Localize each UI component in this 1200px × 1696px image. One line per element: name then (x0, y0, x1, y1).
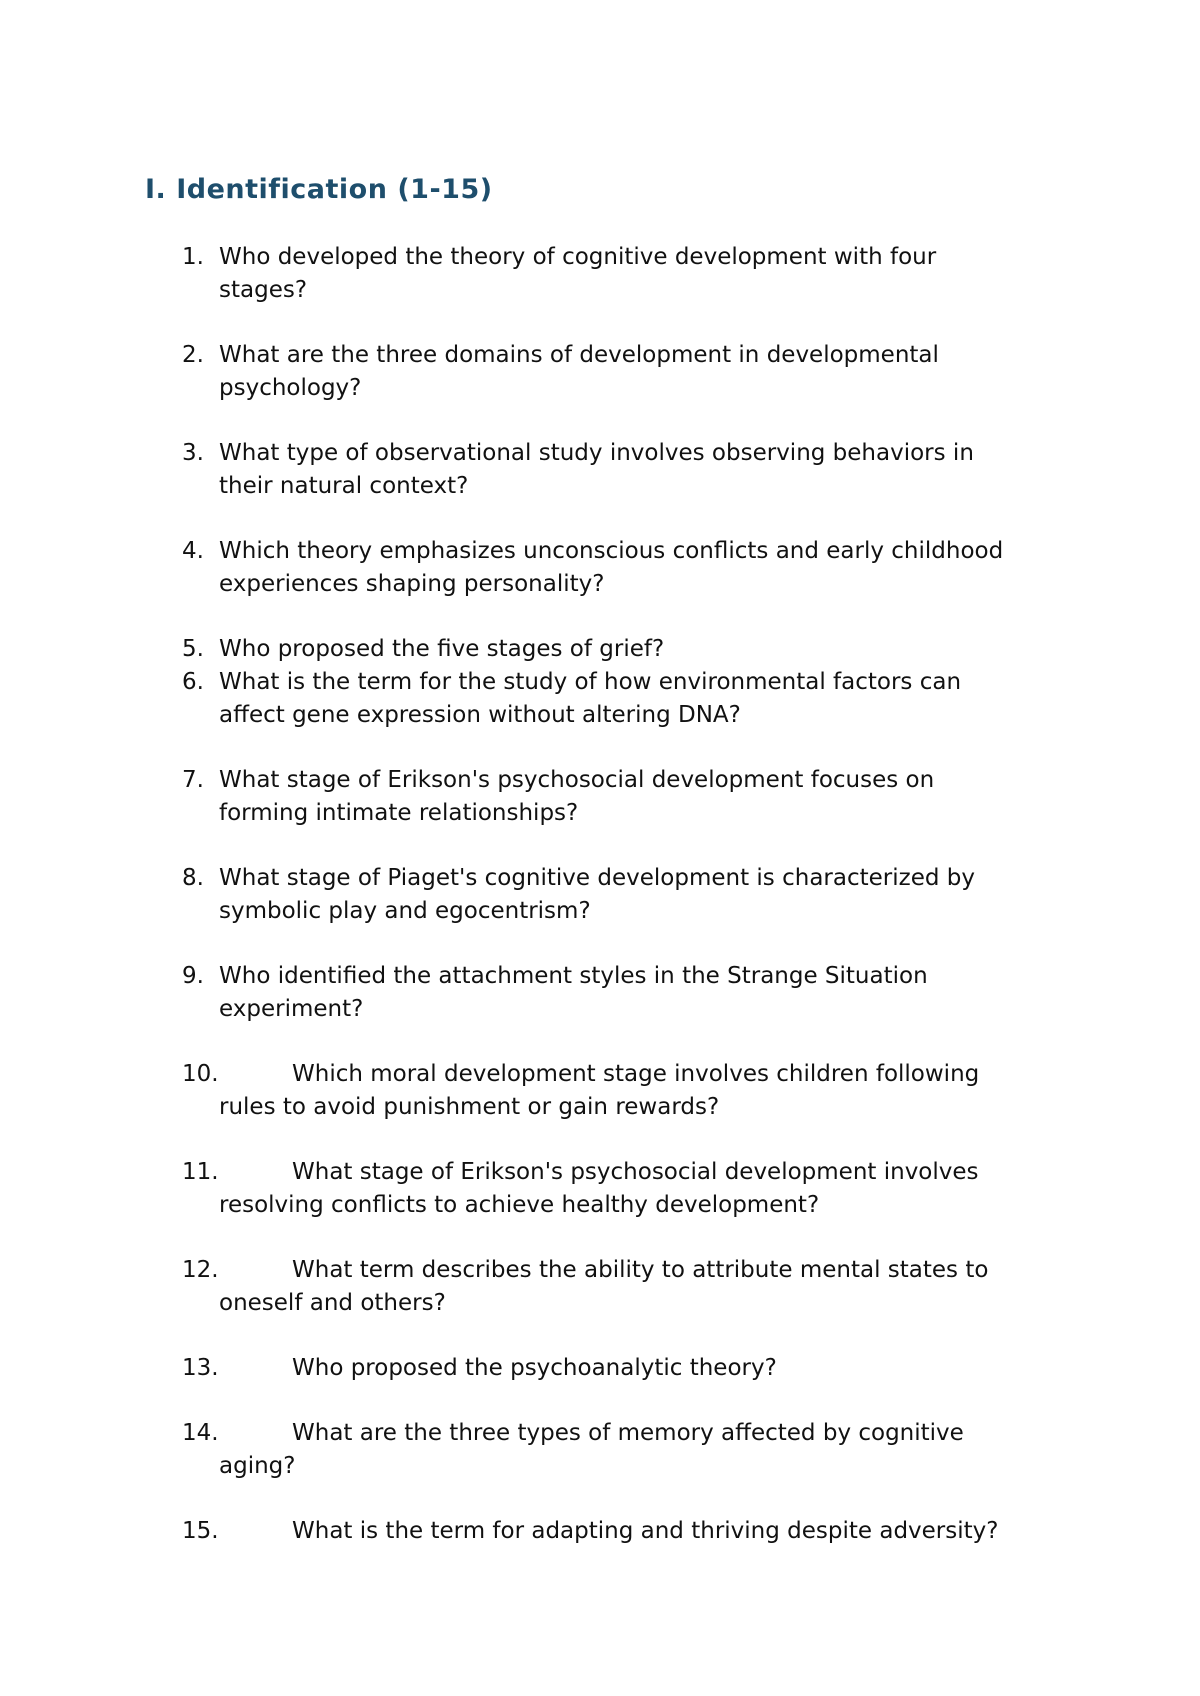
question-text-line-1: What are the three domains of development in developmental (219, 342, 939, 368)
question-number: 13. (182, 1355, 219, 1381)
question-number: 2. (182, 342, 204, 368)
question-number: 5. (182, 636, 204, 662)
question-text-line-2: psychology? (219, 375, 362, 401)
question-number: 8. (182, 865, 204, 891)
question-text-line-1: Who developed the theory of cognitive development with four (219, 244, 937, 270)
question-text-line-1: What is the term for the study of how environmental factors can (219, 669, 962, 695)
question-text-line-1: Who identified the attachment styles in the Strange Situation (219, 963, 928, 989)
question-text-line-1: What type of observational study involves observing behaviors in (219, 440, 974, 466)
question-text-line-1: Who proposed the psychoanalytic theory? (292, 1355, 777, 1381)
question-number: 3. (182, 440, 204, 466)
question-number: 14. (182, 1420, 219, 1446)
question-text-line-2: rules to avoid punishment or gain rewards? (219, 1094, 720, 1120)
section-heading: I. Identification (1-15) (145, 174, 493, 205)
question-text-line-2: stages? (219, 277, 308, 303)
question-number: 7. (182, 767, 204, 793)
question-text-line-1: What stage of Piaget's cognitive development is characterized by (219, 865, 975, 891)
question-text-line-2: symbolic play and egocentrism? (219, 898, 591, 924)
question-text-line-2: experiences shaping personality? (219, 571, 605, 597)
question-number: 12. (182, 1257, 219, 1283)
question-text-line-1: Who proposed the five stages of grief? (219, 636, 665, 662)
question-text-line-2: aging? (219, 1453, 296, 1479)
question-text-line-2: experiment? (219, 996, 364, 1022)
question-number: 4. (182, 538, 204, 564)
question-text-line-2: oneself and others? (219, 1290, 446, 1316)
question-number: 10. (182, 1061, 219, 1087)
question-text-line-1: Which moral development stage involves children following (292, 1061, 980, 1087)
question-text-line-2: affect gene expression without altering DNA? (219, 702, 741, 728)
question-number: 6. (182, 669, 204, 695)
question-number: 1. (182, 244, 204, 270)
question-text-line-1: What stage of Erikson's psychosocial development involves (292, 1159, 979, 1185)
question-number: 11. (182, 1159, 219, 1185)
question-text-line-2: their natural context? (219, 473, 469, 499)
question-text-line-1: Which theory emphasizes unconscious conflicts and early childhood (219, 538, 1004, 564)
question-text-line-1: What term describes the ability to attribute mental states to (292, 1257, 989, 1283)
question-text-line-1: What is the term for adapting and thriving despite adversity? (292, 1518, 999, 1544)
question-number: 9. (182, 963, 204, 989)
question-number: 15. (182, 1518, 219, 1544)
question-text-line-2: resolving conflicts to achieve healthy development? (219, 1192, 820, 1218)
question-text-line-1: What stage of Erikson's psychosocial development focuses on (219, 767, 935, 793)
question-text-line-1: What are the three types of memory affected by cognitive (292, 1420, 964, 1446)
question-text-line-2: forming intimate relationships? (219, 800, 579, 826)
